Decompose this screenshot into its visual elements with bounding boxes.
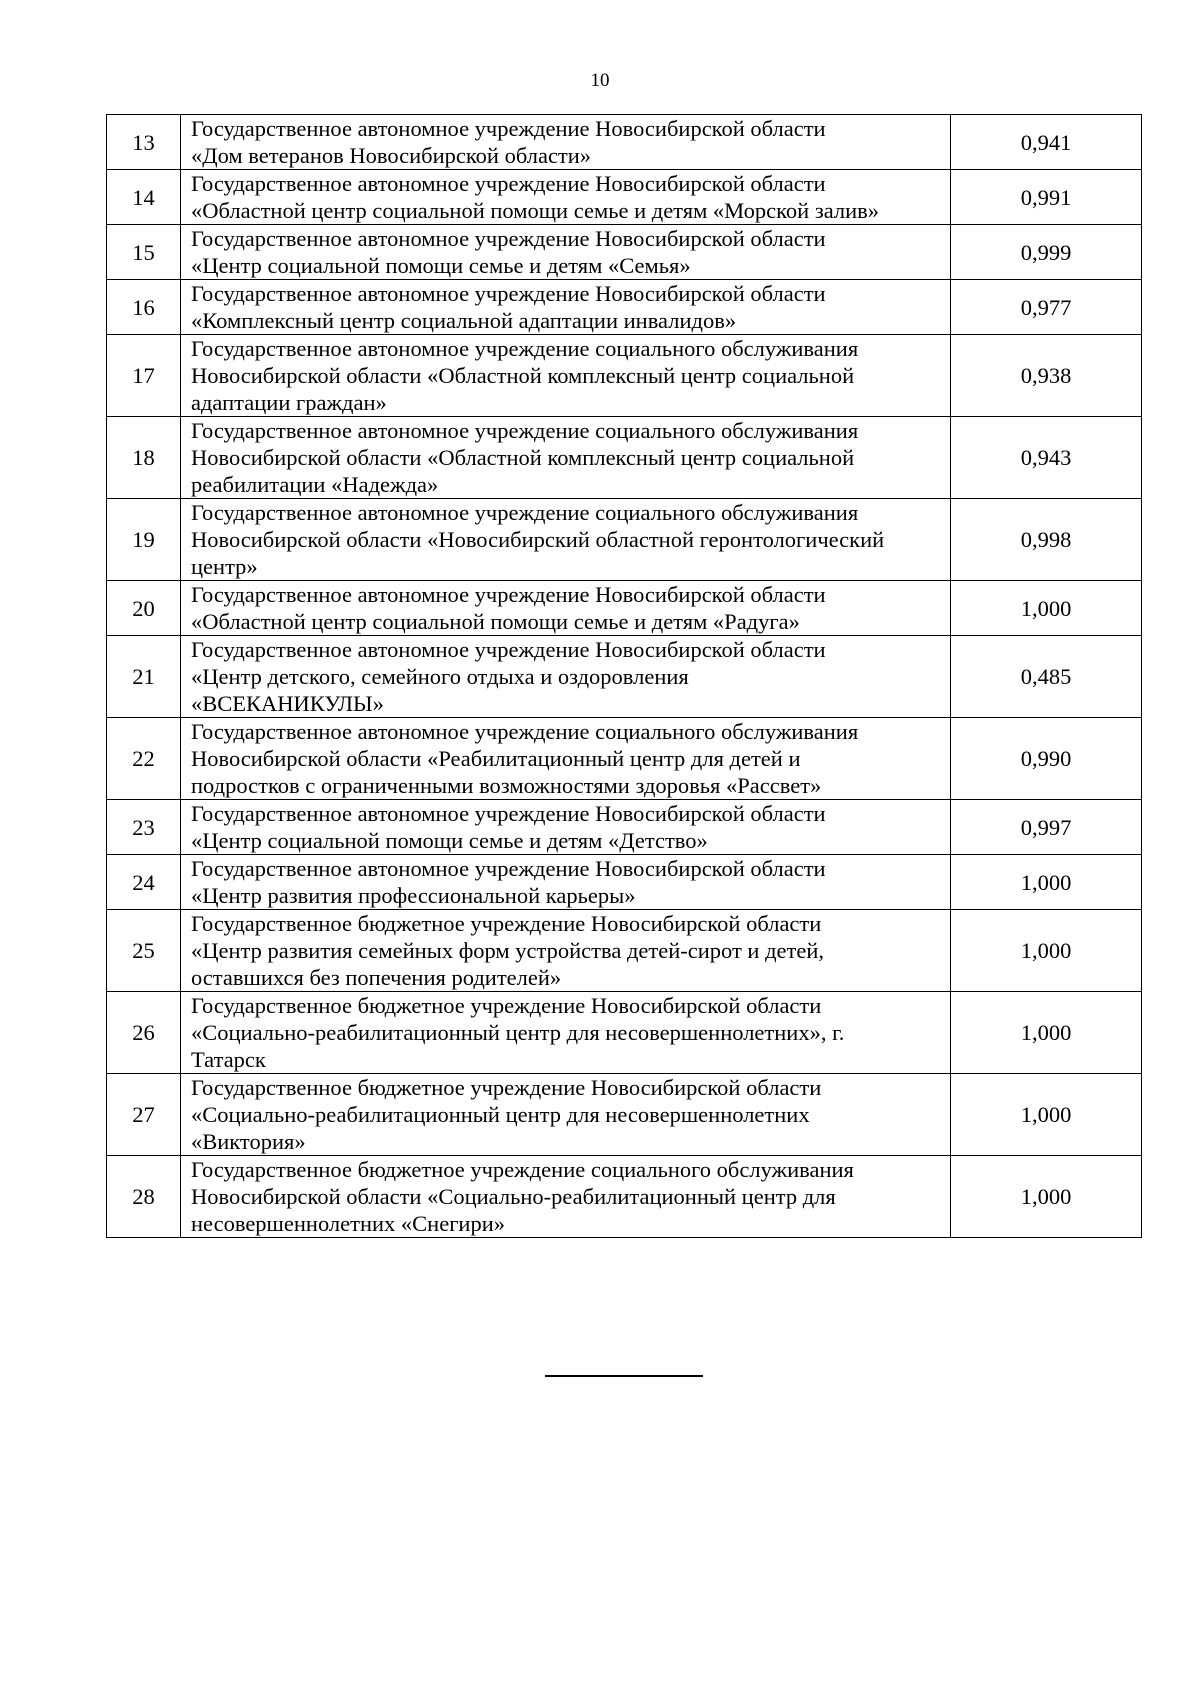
coefficient-value: 0,977 — [951, 280, 1142, 335]
row-number: 23 — [107, 800, 181, 855]
institution-name-line: «Социально-реабилитационный центр для несовершеннолетних — [191, 1102, 810, 1127]
institution-name-line: Государственное автономное учреждение Новосибирской области — [191, 801, 826, 826]
institution-name — [181, 581, 951, 636]
coefficient-value: 0,485 — [951, 636, 1142, 718]
table-row — [107, 499, 1142, 581]
institution-name-line: адаптации граждан» — [191, 390, 387, 415]
institution-name-line: Государственное автономное учреждение Новосибирской области — [191, 281, 826, 306]
row-number: 22 — [107, 718, 181, 800]
table-row — [107, 910, 1142, 992]
coefficient-value: 0,997 — [951, 800, 1142, 855]
institution-name — [181, 855, 951, 910]
institution-name — [181, 335, 951, 417]
institution-name-line: Новосибирской области «Областной комплексный центр социальной — [191, 445, 855, 470]
coefficient-value: 1,000 — [951, 581, 1142, 636]
row-number: 28 — [107, 1156, 181, 1238]
institution-name-line: Государственное автономное учреждение социального обслуживания — [191, 500, 859, 525]
institution-name — [181, 800, 951, 855]
institution-name-line: Государственное бюджетное учреждение Новосибирской области — [191, 993, 822, 1018]
table-row — [107, 170, 1142, 225]
institution-name-line: Государственное бюджетное учреждение Новосибирской области — [191, 911, 822, 936]
row-number: 15 — [107, 225, 181, 280]
institution-name — [181, 225, 951, 280]
table-row — [107, 800, 1142, 855]
institution-name-line: «ВСЕКАНИКУЛЫ» — [191, 691, 384, 716]
end-divider-line — [545, 1375, 703, 1377]
institution-name-line: «Областной центр социальной помощи семье и детям «Морской залив» — [191, 198, 880, 223]
table-row — [107, 417, 1142, 499]
row-number: 25 — [107, 910, 181, 992]
institution-name-line: «Центр социальной помощи семье и детям «Семья» — [191, 253, 691, 278]
row-number: 21 — [107, 636, 181, 718]
institution-name — [181, 1156, 951, 1238]
row-number: 20 — [107, 581, 181, 636]
coefficient-value: 0,991 — [951, 170, 1142, 225]
coefficient-value: 1,000 — [951, 910, 1142, 992]
coefficient-value: 0,999 — [951, 225, 1142, 280]
institution-name — [181, 910, 951, 992]
institution-name-line: «Центр развития профессиональной карьеры» — [191, 883, 636, 908]
coefficient-value: 1,000 — [951, 855, 1142, 910]
table-row — [107, 636, 1142, 718]
institutions-table — [106, 114, 1142, 1238]
institution-name — [181, 115, 951, 170]
page-number: 10 — [590, 70, 610, 91]
coefficient-value: 1,000 — [951, 1074, 1142, 1156]
row-number: 27 — [107, 1074, 181, 1156]
coefficient-value: 1,000 — [951, 1156, 1142, 1238]
institution-name — [181, 170, 951, 225]
coefficient-value: 0,990 — [951, 718, 1142, 800]
table-body — [107, 115, 1142, 1238]
row-number: 14 — [107, 170, 181, 225]
table-row — [107, 581, 1142, 636]
institution-name-line: Государственное бюджетное учреждение социального обслуживания — [191, 1157, 854, 1182]
institution-name — [181, 992, 951, 1074]
institution-name-line: Государственное автономное учреждение Новосибирской области — [191, 637, 826, 662]
institution-name-line: Государственное автономное учреждение социального обслуживания — [191, 719, 859, 744]
institution-name-line: Государственное автономное учреждение Новосибирской области — [191, 171, 826, 196]
row-number: 16 — [107, 280, 181, 335]
institution-name-line: Государственное бюджетное учреждение Новосибирской области — [191, 1075, 822, 1100]
row-number: 13 — [107, 115, 181, 170]
institution-name-line: Новосибирской области «Новосибирский областной геронтологический — [191, 527, 885, 552]
institution-name-line: «Центр социальной помощи семье и детям «Детство» — [191, 828, 708, 853]
row-number: 24 — [107, 855, 181, 910]
table-row — [107, 225, 1142, 280]
institution-name-line: несовершеннолетних «Снегири» — [191, 1211, 506, 1236]
institution-name-line: Новосибирской области «Социально-реабилитационный центр для — [191, 1184, 836, 1209]
institution-name-line: Новосибирской области «Областной комплексный центр социальной — [191, 363, 855, 388]
table-row — [107, 1156, 1142, 1238]
coefficient-value: 0,938 — [951, 335, 1142, 417]
institution-name-line: Государственное автономное учреждение Новосибирской области — [191, 582, 826, 607]
institution-name-line: «Социально-реабилитационный центр для несовершеннолетних», г. — [191, 1020, 845, 1045]
institution-name-line: «Центр развития семейных форм устройства детей-сирот и детей, — [191, 938, 824, 963]
institution-name-line: Государственное автономное учреждение социального обслуживания — [191, 418, 859, 443]
institution-name-line: оставшихся без попечения родителей» — [191, 965, 562, 990]
institution-name — [181, 280, 951, 335]
institution-name-line: Татарск — [191, 1047, 266, 1072]
institution-name-line: подростков с ограниченными возможностями здоровья «Рассвет» — [191, 773, 822, 798]
institution-name-line: Государственное автономное учреждение Новосибирской области — [191, 226, 826, 251]
coefficient-value: 0,998 — [951, 499, 1142, 581]
table-row — [107, 992, 1142, 1074]
institution-name-line: «Дом ветеранов Новосибирской области» — [191, 143, 592, 168]
row-number: 19 — [107, 499, 181, 581]
institution-name-line: Государственное автономное учреждение социального обслуживания — [191, 336, 859, 361]
row-number: 18 — [107, 417, 181, 499]
institution-name — [181, 636, 951, 718]
institution-name-line: реабилитации «Надежда» — [191, 472, 439, 497]
table-row — [107, 855, 1142, 910]
institution-name — [181, 1074, 951, 1156]
table-row — [107, 335, 1142, 417]
institution-name-line: центр» — [191, 554, 258, 579]
institution-name-line: «Виктория» — [191, 1129, 306, 1154]
row-number: 26 — [107, 992, 181, 1074]
institution-name-line: «Комплексный центр социальной адаптации инвалидов» — [191, 308, 737, 333]
coefficient-value: 1,000 — [951, 992, 1142, 1074]
coefficient-value: 0,941 — [951, 115, 1142, 170]
institution-name-line: «Центр детского, семейного отдыха и оздоровления — [191, 664, 689, 689]
institution-name — [181, 499, 951, 581]
institution-name — [181, 417, 951, 499]
table-row — [107, 115, 1142, 170]
institution-name-line: Государственное автономное учреждение Новосибирской области — [191, 116, 826, 141]
table-row — [107, 1074, 1142, 1156]
institution-name-line: Новосибирской области «Реабилитационный центр для детей и — [191, 746, 801, 771]
table-row — [107, 718, 1142, 800]
row-number: 17 — [107, 335, 181, 417]
table-row — [107, 280, 1142, 335]
institution-name-line: «Областной центр социальной помощи семье и детям «Радуга» — [191, 609, 800, 634]
coefficient-value: 0,943 — [951, 417, 1142, 499]
institution-name-line: Государственное автономное учреждение Новосибирской области — [191, 856, 826, 881]
institution-name — [181, 718, 951, 800]
